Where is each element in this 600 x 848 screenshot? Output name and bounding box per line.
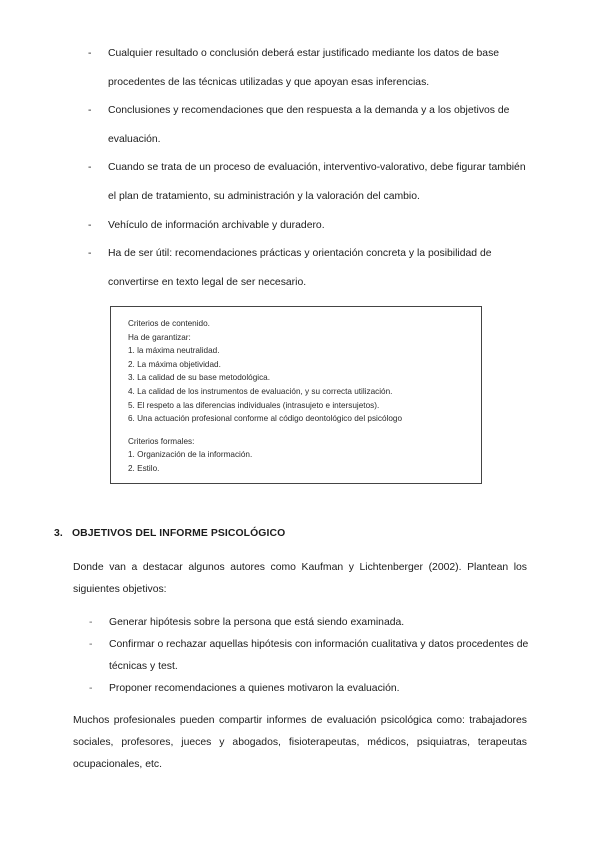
content-criteria-item: 3. La calidad de su base metodológica. — [128, 373, 271, 383]
list-item-text: Cualquier resultado o conclusión deberá estar justificado mediante los datos de base procedentes de las técnicas utilizadas y que apoyan esas inferencias. — [108, 48, 500, 88]
formal-criteria-item: 1. Organización de la información. — [128, 450, 253, 460]
list-item-text: Vehículo de información archivable y duradero. — [108, 219, 325, 231]
list-item — [88, 240, 528, 297]
content-criteria-intro: Ha de garantizar: — [128, 332, 191, 342]
bullet-dash: - — [88, 248, 92, 260]
bullet-dash: - — [88, 219, 92, 231]
bullet-dash: - — [88, 162, 92, 174]
objectives-list — [89, 612, 529, 700]
section-number: 3. — [54, 528, 63, 539]
content-criteria-item: 4. La calidad de los instrumentos de evaluación, y su correcta utilización. — [128, 386, 393, 396]
list-item — [89, 612, 529, 634]
list-item-text: Conclusiones y recomendaciones que den respuesta a la demanda y a los objetivos de evaluación. — [108, 105, 510, 145]
list-item-text: Ha de ser útil: recomendaciones prácticas y orientación concreta y la posibilidad de convertirse en texto legal de ser necesario. — [108, 248, 492, 288]
content-criteria-item: 1. la máxima neutralidad. — [128, 346, 220, 356]
bullet-dash: - — [88, 105, 92, 117]
list-item-text: Proponer recomendaciones a quienes motivaron la evaluación. — [109, 683, 400, 694]
bullet-dash: - — [89, 617, 93, 628]
list-item-text: Cuando se trata de un proceso de evaluación, interventivo-valorativo, debe figurar también el plan de tratamiento, su administración y la valoración del cambio. — [108, 162, 526, 202]
bullet-dash: - — [89, 639, 93, 650]
content-criteria-item: 6. Una actuación profesional conforme al código deontológico del psicólogo — [128, 414, 403, 424]
content-criteria-title: Criterios de contenido. — [128, 319, 210, 328]
intro-paragraph: Donde van a destacar algunos autores como Kaufman y Lichtenberger (2002). Plantean los siguientes objetivos: — [73, 562, 527, 595]
closing-paragraph: Muchos profesionales pueden compartir informes de evaluación psicológica como: trabajadores sociales, profesores, jueces y abogados, fisioterapeutas, médicos, psiquiatras, terapeutas ocupacionales, etc. — [73, 715, 527, 770]
list-item — [88, 212, 528, 241]
content-criteria-item: 5. El respeto a las diferencias individuales (intrasujeto e intersujetos). — [128, 400, 380, 410]
content-criteria-item: 2. La máxima objetividad. — [128, 359, 221, 369]
list-item — [88, 97, 528, 154]
section-heading — [54, 528, 534, 539]
list-item — [89, 678, 529, 700]
formal-criteria-item: 2. Estilo. — [128, 463, 160, 473]
spacer — [128, 426, 481, 435]
bullet-dash: - — [89, 683, 93, 694]
list-item-text: Generar hipótesis sobre la persona que está siendo examinada. — [109, 617, 405, 628]
bullet-dash: - — [88, 48, 92, 59]
report-requirements-list — [88, 40, 528, 297]
list-item-text: Confirmar o rechazar aquellas hipótesis con información cualitativa y datos procedentes de técnicas y test. — [109, 639, 529, 672]
list-item — [88, 40, 528, 97]
list-item — [89, 634, 529, 678]
section-title: OBJETIVOS DEL INFORME PSICOLÓGICO — [72, 528, 286, 539]
formal-criteria-title: Criterios formales: — [128, 436, 195, 446]
list-item — [88, 154, 528, 211]
criteria-box — [110, 306, 482, 484]
